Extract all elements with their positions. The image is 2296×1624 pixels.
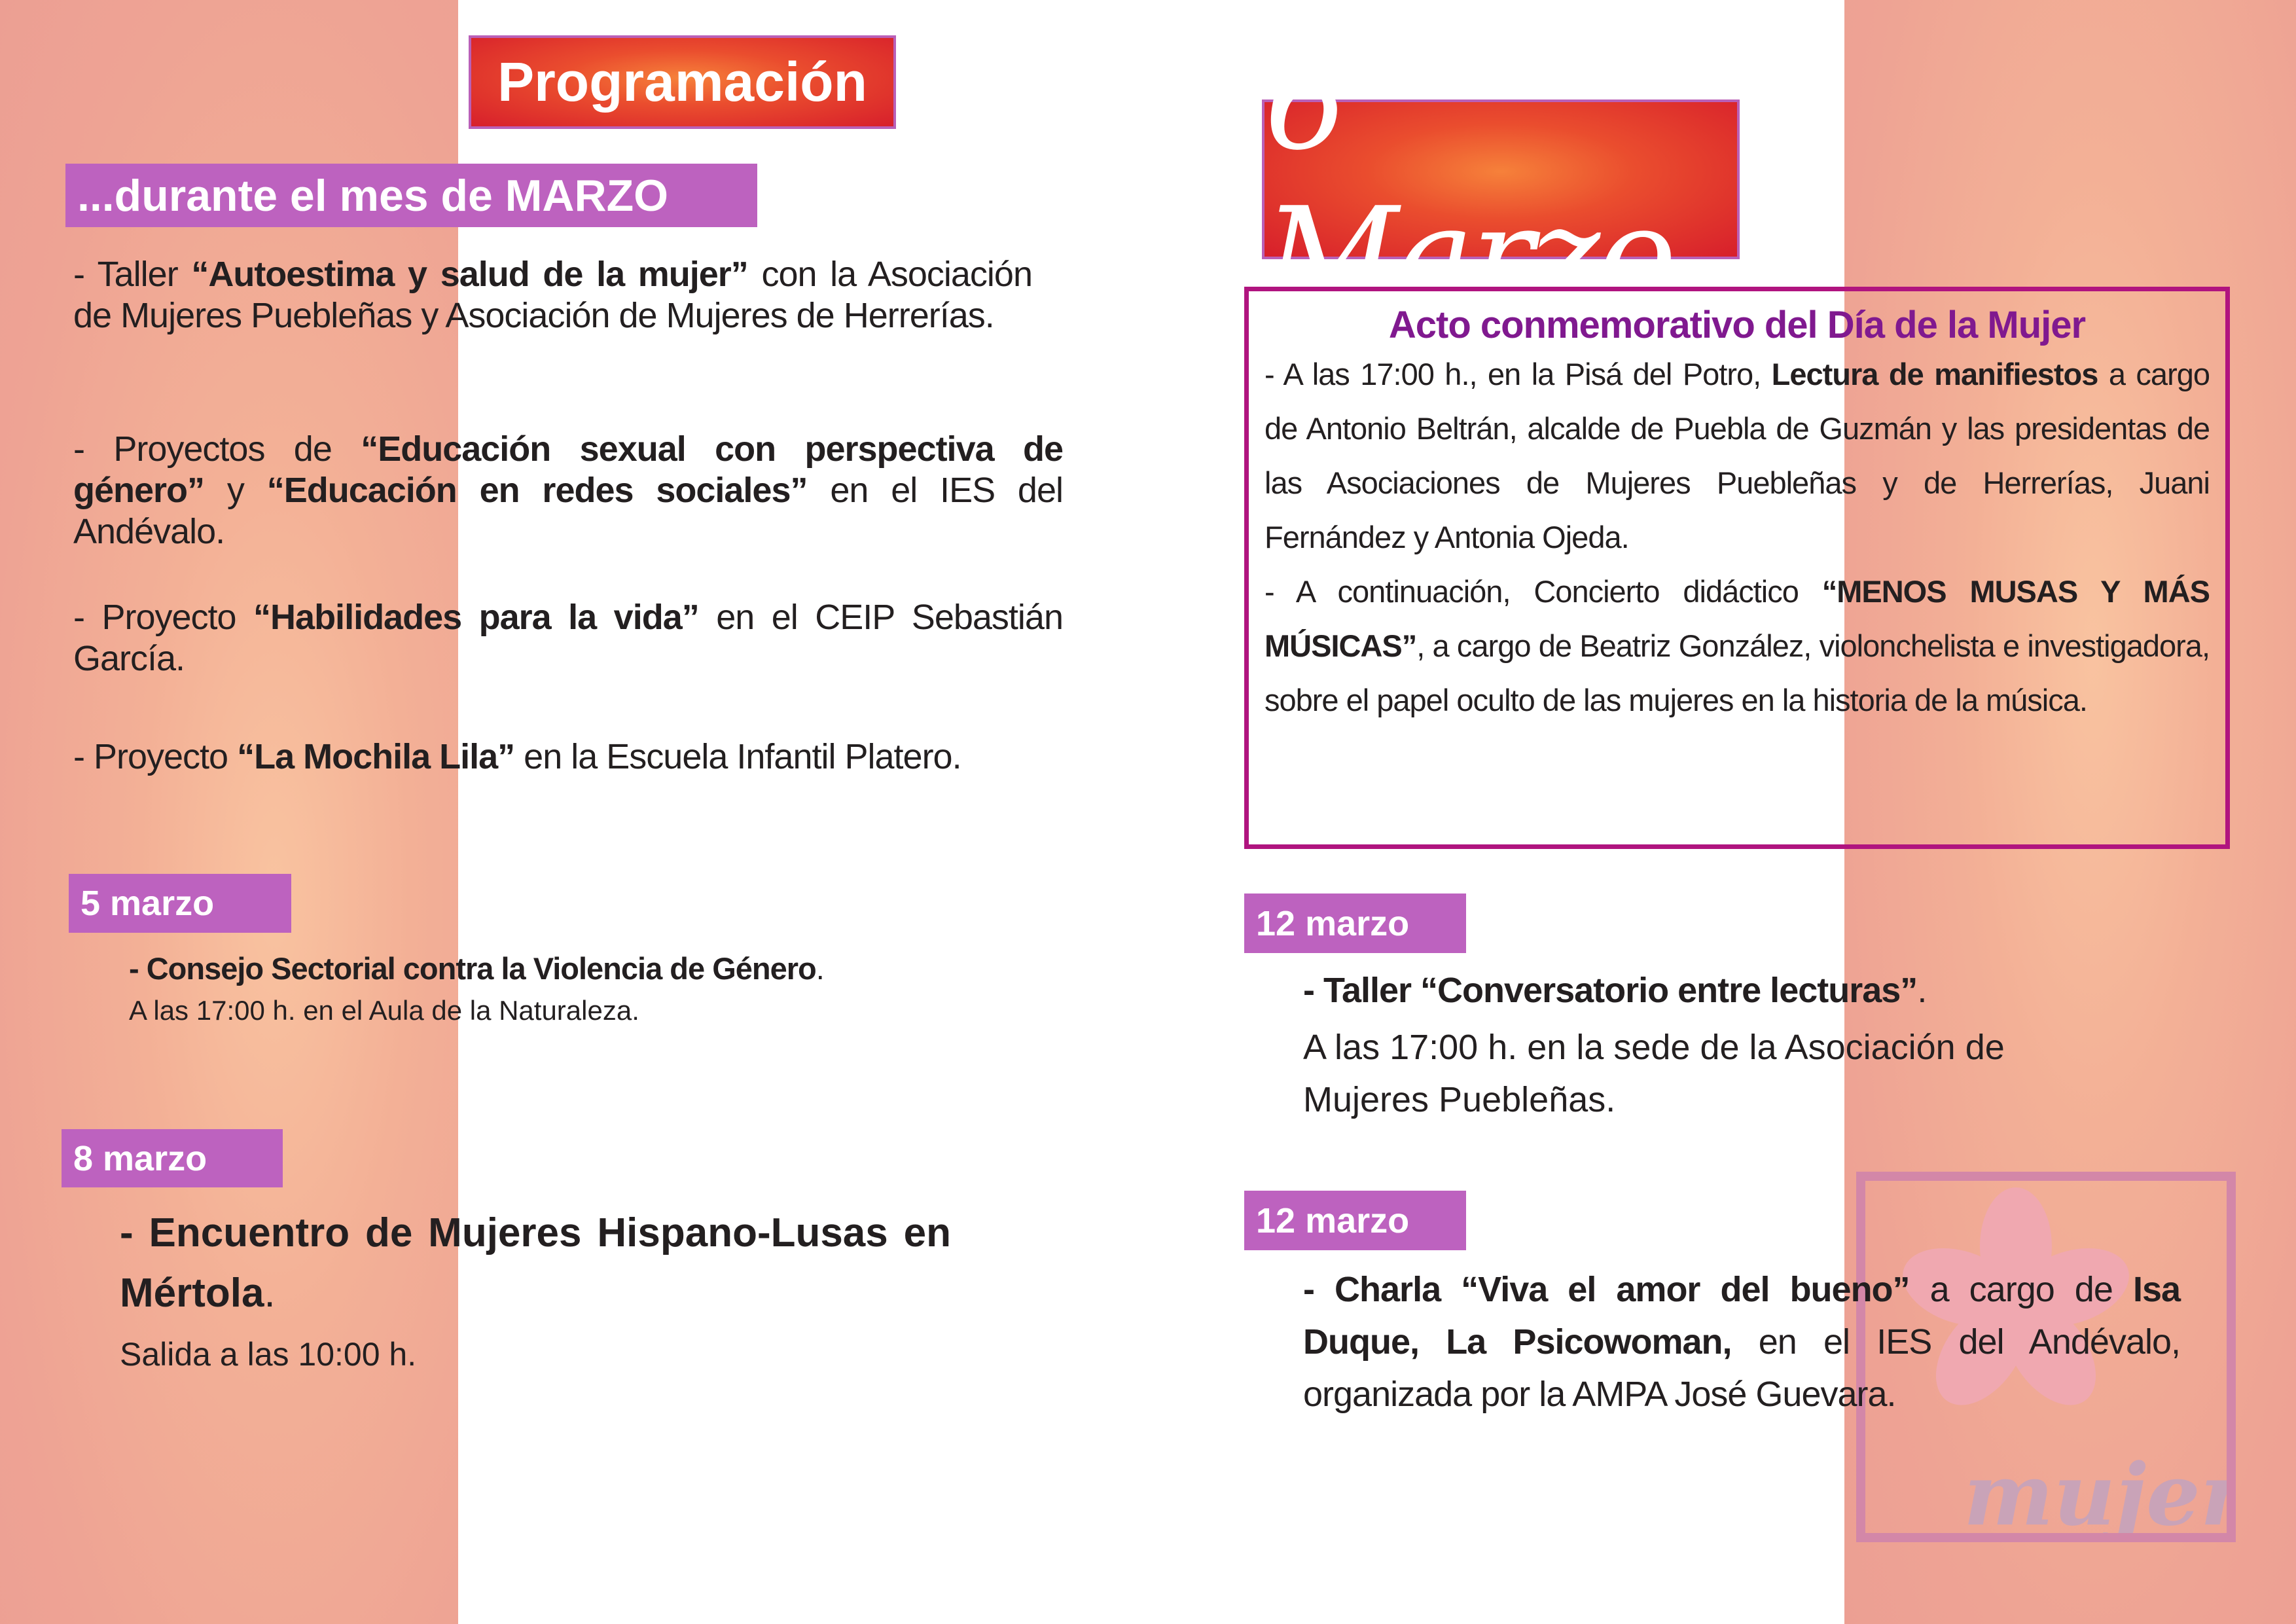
acto-paragraph-1: - A las 17:00 h., en la Pisá del Potro, Lectura de manifiestos a cargo de Antonio Beltrán, alcalde de Puebla de Guzmán y las presidentas de las Asociaciones de Mujeres Puebleñas y de Herrerías, Juani Fernández y Antonia Ojeda. — [1265, 357, 2210, 554]
marzo-item-1: - Taller “Autoestima y salud de la mujer” con la Asociación de Mujeres Puebleñas y Asociación de Mujeres de Herrerías. — [73, 255, 1032, 335]
date-tag-5-marzo: 5 marzo — [69, 874, 291, 933]
marzo-item-2: - Proyectos de “Educación sexual con perspectiva de género” y “Educación en redes sociales” en el IES del Andévalo. — [73, 429, 1064, 551]
marzo-item-3: - Proyecto “Habilidades para la vida” en el CEIP Sebastián García. — [73, 598, 1063, 678]
encuentro-detail: Salida a las 10:00 h. — [120, 1336, 417, 1373]
acto-conmemorativo-box — [1244, 287, 2230, 849]
encuentro-title: - Encuentro de Mujeres Hispano-Lusas en Mértola. — [120, 1210, 951, 1316]
consejo-sectorial-detail: A las 17:00 h. en el Aula de la Naturaleza. — [129, 995, 639, 1026]
programacion-title: Programación — [469, 35, 896, 129]
date-tag-8-marzo: 8 marzo — [62, 1129, 283, 1187]
taller-conversatorio-detail: A las 17:00 h. en la sede de la Asociación de Mujeres Puebleñas. — [1303, 1028, 2005, 1119]
consejo-sectorial-title: - Consejo Sectorial contra la Violencia de Género. — [129, 951, 824, 986]
marzo-item-4: - Proyecto “La Mochila Lila” en la Escuela Infantil Platero. — [73, 737, 961, 776]
charla-paragraph: - Charla “Viva el amor del bueno” a cargo de Isa Duque, La Psicowoman, en el IES del Andévalo, organizada por la AMPA José Guevara. — [1303, 1270, 2181, 1414]
left-background-band — [0, 0, 458, 1624]
6-marzo-title: 6 Marzo — [1262, 99, 1740, 259]
acto-title: Acto conmemorativo del Día de la Mujer — [1388, 304, 2086, 346]
date-tag-12-marzo-a: 12 marzo — [1244, 893, 1466, 953]
durante-marzo-banner: ...durante el mes de MARZO — [65, 164, 757, 227]
taller-conversatorio-title: - Taller “Conversatorio entre lecturas”. — [1303, 971, 1927, 1010]
mujer-logo-text: mujer — [1964, 1445, 2227, 1533]
acto-paragraph-2: - A continuación, Concierto didáctico “MENOS MUSAS Y MÁS MÚSICAS”, a cargo de Beatriz González, violonchelista e investigadora, sobre el papel oculto de las mujeres en la historia de la música. — [1265, 574, 2210, 717]
date-tag-12-marzo-b: 12 marzo — [1244, 1191, 1466, 1250]
